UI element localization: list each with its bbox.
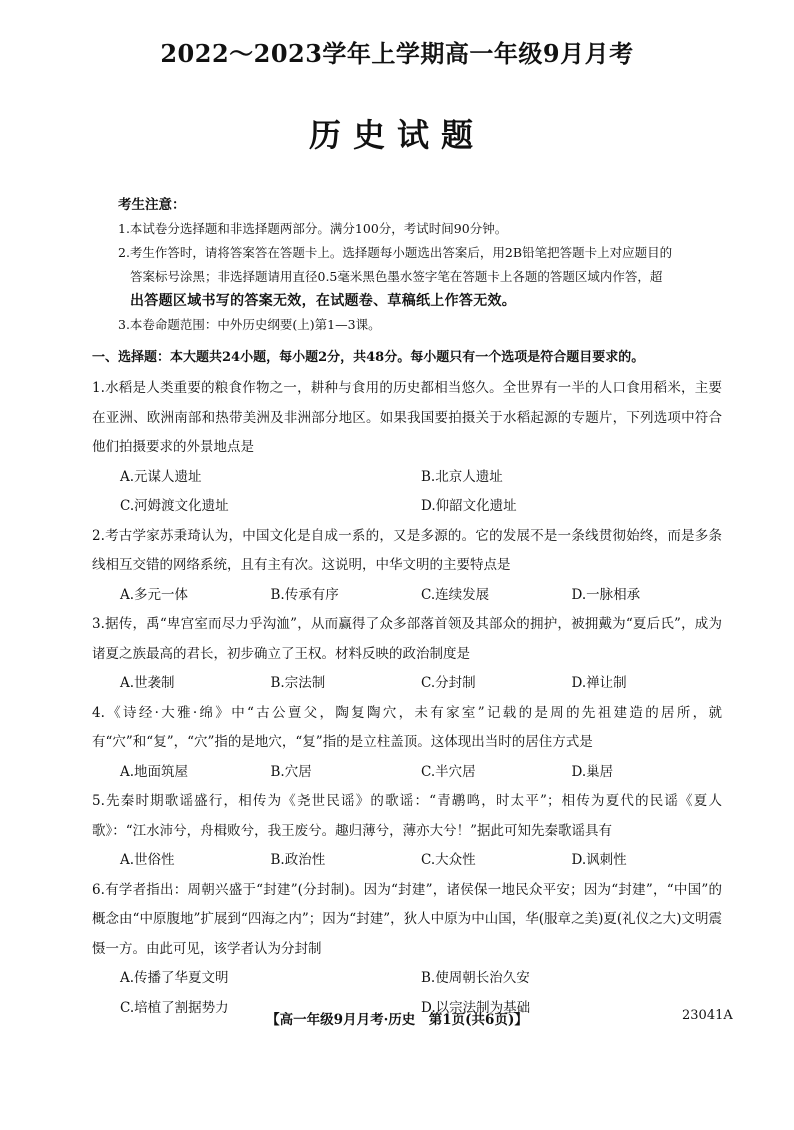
option-a: A.世俗性 [120,852,175,868]
option-row [92,463,722,493]
option-c: C.大众性 [421,852,476,868]
option-a: A.地面筑屋 [120,763,189,780]
notice-item-2-line-2: 答案标号涂黑；非选择题请用直径0.5毫米黑色墨水签字笔在答题卡上各题的答题区域内作答，超 [130,269,663,284]
exam-title: 2022～2023学年上学期高一年级9月月考 [160,39,634,68]
option-b: B.传承有序 [270,586,339,603]
question-stem: 6.有学者指出：周朝兴盛于“封建”(分封制)。因为“封建”，诸侯保一地民众平安；因为“封建”，“中国”的概念由“中原腹地”扩展到“四海之内”；因为“封建”，狄人中原为中山国，华(服章之美)夏(礼仪之大)文明震慑一方。由此可见，该学者认为分封制 [92,881,722,957]
question-stem: 4.《诗经·大雅·绵》中“古公亶父，陶复陶穴，未有家室”记载的是周的先祖建造的居所，就有“穴”和“复”，“穴”指的是地穴，“复”指的是立柱盖顶。这体现出当时的居住方式是 [92,704,722,750]
option-d: D.仰韶文化遗址 [421,498,517,514]
notice-item-2-line-3: 出答题区域书写的答案无效，在试题卷、草稿纸上作答无效。 [130,293,517,309]
option-a: A.多元一体 [120,586,189,603]
subject-title: 历史试题 [308,116,485,154]
option-row [92,846,722,876]
option-a: A.元谋人遗址 [120,468,202,485]
option-c: C.半穴居 [421,763,476,780]
question-3 [92,610,722,699]
option-row [92,758,722,788]
question-list [92,374,722,1023]
question-stem: 5.先秦时期歌谣盛行，相传为《尧世民谣》的歌谣：“青鹕鸣，时太平”；相传为夏代的民谣《夏人歌》：“江水沛兮，舟楫败兮，我王废兮。趣归薄兮，薄亦大兮！”据此可知先秦歌谣具有 [92,793,722,839]
question-4 [92,699,722,788]
question-6 [92,876,722,1024]
option-d: D.讽刺性 [571,852,627,868]
option-row [92,581,722,611]
candidate-notice [118,193,728,337]
notice-item-3: 3.本卷命题范围：中外历史纲要(上)第1—3课。 [118,317,381,332]
question-2 [92,522,722,611]
notice-item-2-line-1: 2.考生作答时，请将答案答在答题卡上。选择题每小题选出答案后，用2B铅笔把答题卡上对应题目的 [118,245,673,260]
option-b: B.穴居 [270,763,312,780]
notice-heading: 考生注意： [118,197,186,213]
paper-code: 23041A [682,1008,733,1023]
notice-item-1: 1.本试卷分选择题和非选择题两部分。满分100分，考试时间90分钟。 [118,221,508,236]
option-a: A.世袭制 [120,675,175,691]
option-b: B.政治性 [270,852,326,868]
option-b: B.宗法制 [270,675,326,691]
option-d: D.禅让制 [571,675,627,691]
question-stem: 1.水稻是人类重要的粮食作物之一，耕种与食用的历史都相当悠久。全世界有一半的人口食用稻米，主要在亚洲、欧洲南部和热带美洲及非洲部分地区。如果我国要拍摄关于水稻起源的专题片，下列选项中符合他们拍摄要求的外景地点是 [92,380,722,455]
option-c: C.连续发展 [421,586,490,603]
option-row [92,669,722,699]
option-d: D.以宗法制为基础 [421,999,531,1016]
option-b: B.北京人遗址 [421,468,503,485]
option-b: B.使周朝长治久安 [421,970,530,986]
question-stem: 2.考古学家苏秉琦认为，中国文化是自成一系的，又是多源的。它的发展不是一条线贯彻始终，而是多条线相互交错的网络系统，且有主有次。这说明，中华文明的主要特点是 [92,527,722,573]
option-row [92,964,722,994]
option-c: C.培植了割据势力 [120,999,229,1016]
question-stem: 3.据传，禹“卑宫室而尽力乎沟洫”，从而赢得了众多部落首领及其部众的拥护，被拥戴为“夏后氏”，成为诸夏之族最高的君长，初步确立了王权。材料反映的政治制度是 [92,616,722,662]
option-d: D.巢居 [571,763,614,780]
option-a: A.传播了华夏文明 [120,970,229,986]
page-footer: 【高一年级9月月考·历史 第1页(共6页)】 [266,1012,528,1028]
option-d: D.一脉相承 [571,586,641,603]
option-c: C.分封制 [421,675,476,691]
question-1 [92,374,722,522]
section-heading: 一、选择题：本大题共24小题，每小题2分，共48分。每小题只有一个选项是符合题目要求的。 [92,350,645,365]
option-c: C.河姆渡文化遗址 [120,498,229,514]
option-row [92,492,722,522]
question-5 [92,787,722,876]
